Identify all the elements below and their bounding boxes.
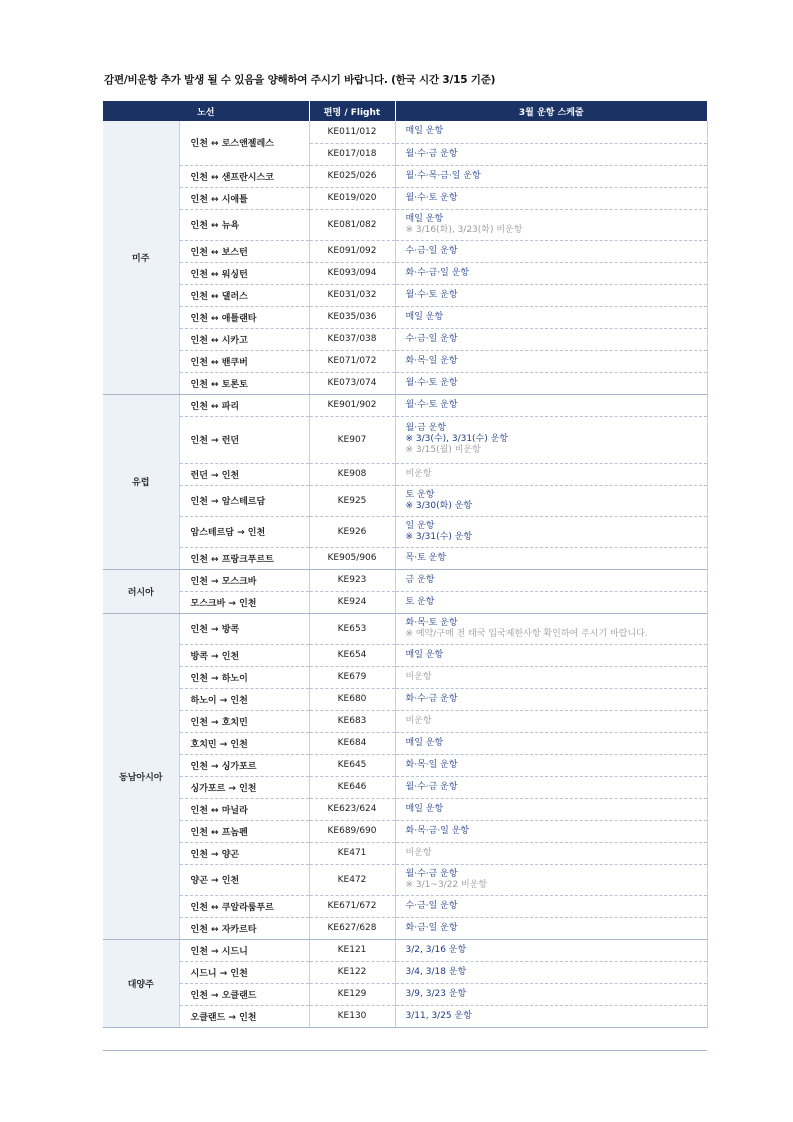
notice-text: 감편/비운항 추가 발생 될 수 있음을 양해하여 주시기 바랍니다. (한국 시간 3/15 기준) (104, 74, 496, 86)
flight-number: KE093/094 (309, 262, 395, 284)
flight-number: KE925 (309, 485, 395, 516)
table-row (103, 895, 707, 917)
route-name: 인천 → 암스테르담 (179, 485, 309, 516)
flight-number: KE679 (309, 666, 395, 688)
table-row (103, 165, 707, 187)
schedule-cell (395, 666, 707, 688)
schedule-line: 3/2, 3/16 운항 (405, 944, 467, 955)
schedule-line: ※ 3/16(화), 3/23(화) 비운항 (405, 224, 523, 235)
schedule-line: 비운항 (405, 715, 432, 726)
schedule-line: 3/4, 3/18 운항 (405, 966, 467, 977)
table-row (103, 350, 707, 372)
schedule-cell (395, 240, 707, 262)
schedule-cell (395, 983, 707, 1005)
schedule-cell (395, 961, 707, 983)
table-row (103, 644, 707, 666)
table-row (103, 516, 707, 547)
route-name: 인천 → 하노이 (179, 666, 309, 688)
route-name: 인천 ↔ 자카르타 (179, 917, 309, 939)
flight-number: KE671/672 (309, 895, 395, 917)
flight-number: KE623/624 (309, 798, 395, 820)
table-row (103, 240, 707, 262)
schedule-cell (395, 463, 707, 485)
table-row (103, 187, 707, 209)
table-row (103, 961, 707, 983)
route-name: 인천 → 양곤 (179, 842, 309, 864)
route-name: 시드니 → 인천 (179, 961, 309, 983)
flight-number: KE924 (309, 591, 395, 613)
route-name: 인천 ↔ 댈러스 (179, 284, 309, 306)
schedule-line: ※ 3/1~3/22 비운항 (405, 879, 488, 890)
flight-number: KE037/038 (309, 328, 395, 350)
schedule-line: 월·수·금 운항 (405, 781, 458, 792)
schedule-line: 토 운항 (405, 596, 435, 607)
schedule-cell (395, 644, 707, 666)
table-row (103, 666, 707, 688)
route-name: 호치민 → 인천 (179, 732, 309, 754)
route-name: 런던 → 인천 (179, 463, 309, 485)
flight-number: KE907 (309, 416, 395, 463)
schedule-cell (395, 917, 707, 939)
flight-number: KE684 (309, 732, 395, 754)
schedule-cell (395, 864, 707, 895)
flight-number: KE019/020 (309, 187, 395, 209)
schedule-line: ※ 3/31(수) 운항 (405, 531, 473, 542)
schedule-line: 화·목·금·일 운항 (405, 825, 470, 836)
schedule-cell (395, 820, 707, 842)
schedule-cell (395, 732, 707, 754)
schedule-cell (395, 350, 707, 372)
schedule-line: 일 운항 (405, 520, 435, 531)
schedule-line: 수·금·일 운항 (405, 900, 458, 911)
schedule-line: 화·목·일 운항 (405, 355, 458, 366)
schedule-line: 매일 운항 (405, 737, 444, 748)
table-row (103, 121, 707, 143)
schedule-line: 수·금·일 운항 (405, 333, 458, 344)
flight-number: KE908 (309, 463, 395, 485)
schedule-line: 월·수·토 운항 (405, 192, 458, 203)
schedule-line: 목·토 운항 (405, 552, 447, 563)
schedule-line: 월·수·금 운항 (405, 868, 458, 879)
schedule-line: 월·수·토 운항 (405, 289, 458, 300)
schedule-line: 3/9, 3/23 운항 (405, 988, 467, 999)
flight-number: KE071/072 (309, 350, 395, 372)
schedule-cell (395, 187, 707, 209)
table-row (103, 798, 707, 820)
route-name: 모스크바 → 인천 (179, 591, 309, 613)
schedule-line: 월·금 운항 (405, 423, 447, 433)
route-name: 인천 ↔ 워싱턴 (179, 262, 309, 284)
schedule-cell (395, 143, 707, 165)
schedule-cell (395, 516, 707, 547)
schedule-cell (395, 547, 707, 569)
schedule-line: 월·수·토 운항 (405, 377, 458, 388)
schedule-cell (395, 591, 707, 613)
table-row (103, 209, 707, 240)
region-label: 동남아시아 (103, 613, 179, 939)
schedule-cell (395, 485, 707, 516)
table-row (103, 463, 707, 485)
route-name: 인천 → 호치민 (179, 710, 309, 732)
route-name: 인천 ↔ 프랑크푸르트 (179, 547, 309, 569)
schedule-cell (395, 284, 707, 306)
table-row (103, 754, 707, 776)
flight-number: KE654 (309, 644, 395, 666)
table-row (103, 372, 707, 394)
schedule-line: 3/11, 3/25 운항 (405, 1010, 472, 1021)
schedule-line: ※ 3/30(화) 운항 (405, 500, 473, 511)
schedule-line: 월·수·목·금·일 운항 (405, 170, 481, 181)
table-row (103, 917, 707, 939)
schedule-line: 월·수·토 운항 (405, 399, 458, 410)
schedule-line: 비운항 (405, 468, 432, 479)
flight-number: KE653 (309, 613, 395, 644)
route-name: 싱가포르 → 인천 (179, 776, 309, 798)
flight-number: KE011/012 (309, 121, 395, 143)
route-name: 인천 ↔ 쿠알라룸푸르 (179, 895, 309, 917)
flight-number: KE645 (309, 754, 395, 776)
region-label: 미주 (103, 121, 179, 394)
route-name: 인천 ↔ 토론토 (179, 372, 309, 394)
schedule-cell (395, 165, 707, 187)
schedule-line: 매일 운항 (405, 126, 444, 137)
schedule-cell (395, 372, 707, 394)
region-label: 대양주 (103, 939, 179, 1027)
table-row (103, 328, 707, 350)
schedule-line: 화·목·일 운항 (405, 759, 458, 770)
flight-number: KE073/074 (309, 372, 395, 394)
flight-number: KE646 (309, 776, 395, 798)
flight-number: KE129 (309, 983, 395, 1005)
route-name: 인천 → 싱가포르 (179, 754, 309, 776)
table-row (103, 485, 707, 516)
schedule-line: 수·금·일 운항 (405, 245, 458, 256)
route-name: 인천 ↔ 밴쿠버 (179, 350, 309, 372)
flight-number: KE683 (309, 710, 395, 732)
flight-number: KE680 (309, 688, 395, 710)
schedule-cell (395, 710, 707, 732)
schedule-cell (395, 1005, 707, 1027)
route-name: 양곤 → 인천 (179, 864, 309, 895)
table-row (103, 547, 707, 569)
schedule-cell (395, 328, 707, 350)
flight-number: KE081/082 (309, 209, 395, 240)
flight-number: KE627/628 (309, 917, 395, 939)
flight-number: KE130 (309, 1005, 395, 1027)
schedule-line: 매일 운항 (405, 649, 444, 660)
table-body (103, 121, 707, 1027)
route-name: 인천 ↔ 애틀랜타 (179, 306, 309, 328)
schedule-line: 화·수·금 운항 (405, 693, 458, 704)
table-row (103, 776, 707, 798)
table-header-row (103, 101, 707, 121)
route-name: 하노이 → 인천 (179, 688, 309, 710)
route-name: 인천 ↔ 파리 (179, 394, 309, 416)
schedule-cell (395, 798, 707, 820)
schedule-cell (395, 613, 707, 644)
table-row (103, 983, 707, 1005)
flight-number: KE926 (309, 516, 395, 547)
flight-number: KE471 (309, 842, 395, 864)
table-row (103, 262, 707, 284)
flight-number: KE689/690 (309, 820, 395, 842)
route-name: 인천 → 런던 (179, 416, 309, 463)
table-row (103, 569, 707, 591)
route-name: 인천 → 시드니 (179, 939, 309, 961)
flight-number: KE122 (309, 961, 395, 983)
schedule-cell (395, 688, 707, 710)
flight-number: KE923 (309, 569, 395, 591)
route-name: 인천 → 방콕 (179, 613, 309, 644)
table-row (103, 688, 707, 710)
route-name: 인천 ↔ 시애틀 (179, 187, 309, 209)
schedule-line: ※ 3/3(수), 3/31(수) 운항 (405, 434, 509, 444)
schedule-line: 매일 운항 (405, 213, 444, 224)
schedule-line: 화·수·금·일 운항 (405, 267, 470, 278)
schedule-cell (395, 754, 707, 776)
schedule-cell (395, 394, 707, 416)
route-name: 인천 ↔ 보스턴 (179, 240, 309, 262)
flight-number: KE091/092 (309, 240, 395, 262)
flight-number: KE472 (309, 864, 395, 895)
schedule-line: 비운항 (405, 671, 432, 682)
flight-number: KE025/026 (309, 165, 395, 187)
schedule-line: 매일 운항 (405, 311, 444, 322)
flight-schedule-table (103, 101, 708, 1028)
header-route: 노선 (103, 101, 309, 121)
schedule-cell (395, 939, 707, 961)
table-row (103, 416, 707, 463)
schedule-cell (395, 121, 707, 143)
route-name: 오클랜드 → 인천 (179, 1005, 309, 1027)
schedule-line: ※ 예약/구매 전 태국 입국제한사항 확인하여 주시기 바랍니다. (405, 628, 648, 639)
schedule-line: 화·금·일 운항 (405, 922, 458, 933)
table-row (103, 591, 707, 613)
schedule-cell (395, 569, 707, 591)
route-name: 인천 ↔ 샌프란시스코 (179, 165, 309, 187)
table-row (103, 306, 707, 328)
route-name: 인천 → 모스크바 (179, 569, 309, 591)
schedule-line: 비운항 (405, 847, 432, 858)
table-row (103, 1005, 707, 1027)
route-name: 인천 ↔ 시카고 (179, 328, 309, 350)
route-name: 방콕 → 인천 (179, 644, 309, 666)
schedule-line: 매일 운항 (405, 803, 444, 814)
header-flight: 편명 / Flight (309, 101, 395, 121)
route-name: 인천 ↔ 마닐라 (179, 798, 309, 820)
schedule-line: ※ 3/15(월) 비운항 (405, 445, 481, 455)
route-name: 인천 ↔ 뉴욕 (179, 209, 309, 240)
region-label: 유럽 (103, 394, 179, 569)
schedule-line: 월·수·금 운항 (405, 148, 458, 159)
table-row (103, 864, 707, 895)
schedule-cell (395, 306, 707, 328)
table-row (103, 939, 707, 961)
schedule-cell (395, 416, 707, 463)
route-name: 인천 → 오클랜드 (179, 983, 309, 1005)
table-row (103, 613, 707, 644)
schedule-cell (395, 209, 707, 240)
flight-number: KE017/018 (309, 143, 395, 165)
schedule-cell (395, 895, 707, 917)
table-row (103, 394, 707, 416)
header-schedule: 3월 운항 스케줄 (395, 101, 707, 121)
region-label: 러시아 (103, 569, 179, 613)
schedule-line: 토 운항 (405, 489, 435, 500)
flight-number: KE035/036 (309, 306, 395, 328)
flight-number: KE905/906 (309, 547, 395, 569)
schedule-cell (395, 262, 707, 284)
table-bottom-border (103, 1050, 707, 1051)
route-name: 암스테르담 → 인천 (179, 516, 309, 547)
flight-number: KE901/902 (309, 394, 395, 416)
schedule-cell (395, 776, 707, 798)
flight-number: KE121 (309, 939, 395, 961)
route-name: 인천 ↔ 프놈펜 (179, 820, 309, 842)
schedule-cell (395, 842, 707, 864)
route-name: 인천 ↔ 로스앤젤레스 (179, 121, 309, 165)
table-row (103, 284, 707, 306)
table-row (103, 820, 707, 842)
schedule-line: 화·목·토 운항 (405, 617, 458, 628)
schedule-line: 금 운항 (405, 574, 435, 585)
flight-number: KE031/032 (309, 284, 395, 306)
table-row (103, 732, 707, 754)
table-row (103, 842, 707, 864)
table-row (103, 710, 707, 732)
